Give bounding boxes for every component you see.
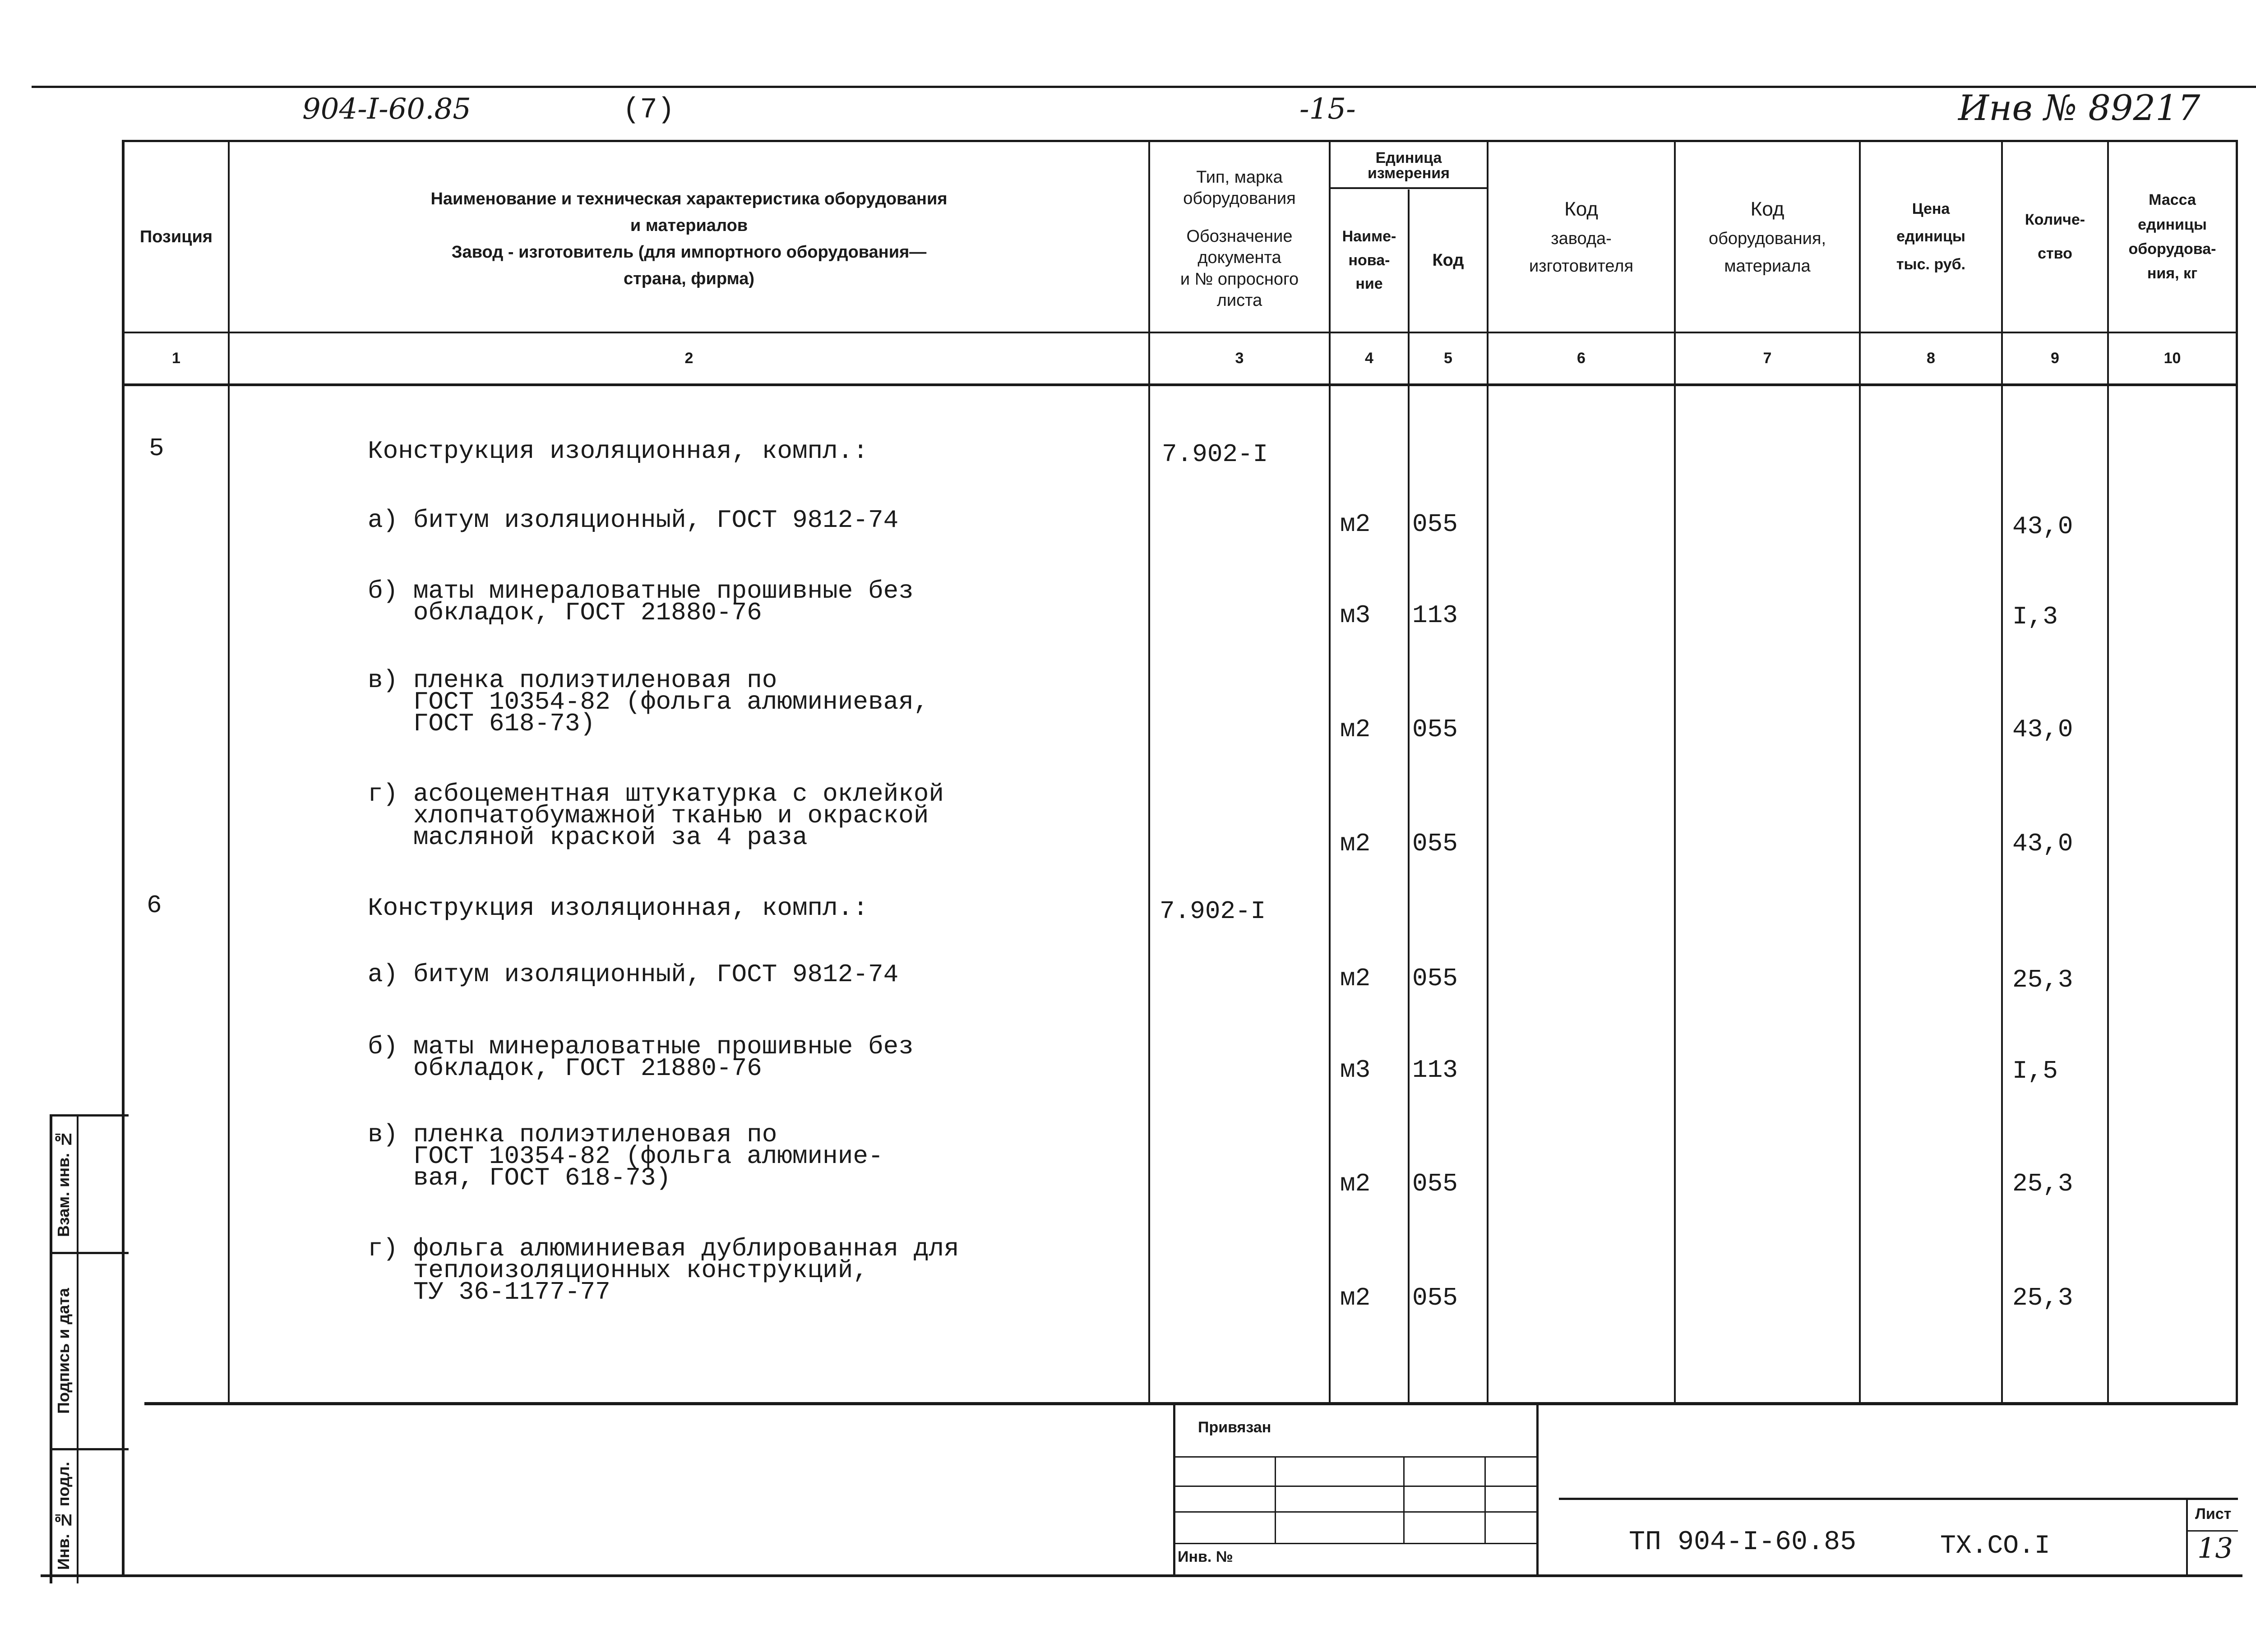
col-number: 1 <box>172 350 180 367</box>
table-right-border <box>2236 140 2238 1403</box>
unit-cell: м2 <box>1340 829 1371 858</box>
header-plant-line: Код <box>1564 198 1598 220</box>
replacement-inventory-field: Взам. инв. № <box>54 1130 73 1237</box>
header-type <box>1150 153 1329 325</box>
header-unit-code: Код <box>1432 250 1464 270</box>
header-type-line: и № опросного <box>1180 269 1299 289</box>
header-price-line: Цена <box>1912 200 1950 218</box>
set-code: ТХ.СО.I <box>1940 1532 2050 1561</box>
code-cell: 055 <box>1412 1169 1458 1198</box>
item-line: а) битум изоляционный, ГОСТ 9812-74 <box>368 960 899 989</box>
stamp-row-rule <box>1175 1543 1536 1544</box>
signature-date-field: Подпись и дата <box>54 1288 73 1414</box>
header-mass-line: оборудова- <box>2128 240 2216 258</box>
stamp-right-border <box>1536 1405 1539 1574</box>
unit-cell: м3 <box>1340 1056 1371 1084</box>
side-stamp-rule <box>50 1252 129 1254</box>
header-position: Позиция <box>139 227 213 246</box>
item-line: а) битум изоляционный, ГОСТ 9812-74 <box>368 506 899 535</box>
quantity-cell: 25,3 <box>2012 965 2073 994</box>
quantity-cell: I,5 <box>2012 1057 2058 1085</box>
quantity-cell: 25,3 <box>2012 1169 2073 1198</box>
quantity-cell: I,3 <box>2012 602 2058 631</box>
header-mass-line: ния, кг <box>2147 265 2198 282</box>
stamp-col-rule <box>1275 1456 1276 1543</box>
header-unit-name-line: ние <box>1355 275 1383 293</box>
side-stamp-rule <box>50 1114 129 1117</box>
header-type-line: оборудования <box>1183 189 1296 208</box>
position-number: 6 <box>147 891 162 920</box>
header-unit-line: измерения <box>1368 164 1450 182</box>
col-number: 6 <box>1577 350 1586 367</box>
side-stamp-divider <box>77 1114 79 1583</box>
unit-cell: м2 <box>1340 715 1371 744</box>
unit-cell: м2 <box>1340 510 1371 539</box>
unit-cell: м2 <box>1340 1169 1371 1198</box>
header-equipment-line: материала <box>1724 257 1811 276</box>
col-number: 8 <box>1927 350 1935 367</box>
item-title: Конструкция изоляционная, компл.: <box>368 437 868 466</box>
item-line: хлопчатобумажной тканью и окраской <box>368 801 929 830</box>
item-line: ГОСТ 618-73) <box>368 709 596 738</box>
code-cell: 113 <box>1412 601 1458 630</box>
item-line: обкладок, ГОСТ 21880-76 <box>368 1054 762 1083</box>
code-cell: 055 <box>1412 1283 1458 1312</box>
header-plant-code <box>1489 142 1674 332</box>
document-designation-cell: 7.902-I <box>1160 897 1266 926</box>
item-line: ТУ 36-1177-77 <box>368 1278 610 1306</box>
col-number: 10 <box>2164 350 2181 367</box>
stamp-left-border <box>1173 1405 1175 1574</box>
stamp-row-rule <box>1175 1486 1536 1487</box>
header-type-line: Тип, марка <box>1196 167 1283 187</box>
header-unit-line: Единица <box>1375 149 1442 166</box>
header-mass-line: Масса <box>2149 191 2196 209</box>
item-line: в) пленка полиэтиленовая по <box>368 1120 777 1149</box>
header-unit-name-line: Наиме- <box>1342 227 1396 245</box>
header-equipment-code <box>1676 142 1859 332</box>
header-unit-name-line: нова- <box>1348 251 1390 269</box>
privyazan-label: Привязан <box>1198 1419 1271 1436</box>
unit-cell: м2 <box>1340 1283 1371 1312</box>
quantity-cell: 25,3 <box>2012 1283 2073 1312</box>
header-unit-group <box>1331 143 1487 187</box>
header-price-line: тыс. руб. <box>1896 255 1966 273</box>
stamp-row-rule <box>1175 1511 1536 1513</box>
header-type-line: листа <box>1216 291 1262 310</box>
unit-cell: м2 <box>1340 964 1371 993</box>
original-inventory-field: Инв. № подл. <box>54 1462 73 1570</box>
item-line: в) пленка полиэтиленовая по <box>368 666 777 695</box>
item-line: г) асбоцементная штукатурка с оклейкой <box>368 780 944 808</box>
item-line: вая, ГОСТ 618-73) <box>368 1163 671 1192</box>
quantity-cell: 43,0 <box>2012 512 2073 541</box>
header-quantity <box>2003 142 2107 332</box>
col-number: 7 <box>1763 350 1772 367</box>
drawing-code: ТП 904-I-60.85 <box>1629 1527 1857 1558</box>
page-number: -15- <box>1299 92 1356 126</box>
code-cell: 055 <box>1412 964 1458 993</box>
item-line: б) маты минераловатные прошивные без <box>368 1032 914 1061</box>
unit-cell: м3 <box>1340 601 1371 630</box>
item-line: г) фольга алюминиевая дублированная для <box>368 1234 959 1263</box>
header-name-line: и материалов <box>630 216 748 235</box>
header-unit-name <box>1331 189 1408 332</box>
inventory-number: Инв № 89217 <box>1958 88 2201 129</box>
header-plant-line: завода- <box>1551 229 1612 249</box>
part-number: (7) <box>623 94 675 126</box>
side-stamp-rule <box>50 1448 129 1450</box>
item-line: б) маты минераловатные прошивные без <box>368 577 914 605</box>
position-number: 5 <box>149 434 164 463</box>
item-line: обкладок, ГОСТ 21880-76 <box>368 598 762 627</box>
inventory-label: Инв. № <box>1178 1548 1233 1565</box>
footer-top-rule <box>144 1402 2238 1405</box>
document-designation-cell: 7.902-I <box>1162 440 1268 469</box>
side-stamp-left <box>50 1114 52 1583</box>
sheet-box-border <box>2186 1498 2188 1577</box>
header-quantity-line: Количе- <box>2025 211 2085 229</box>
code-cell: 055 <box>1412 510 1458 539</box>
header-mass <box>2109 142 2236 332</box>
stamp-col-rule <box>1403 1456 1405 1543</box>
col-number: 5 <box>1444 350 1452 367</box>
header-quantity-line: ство <box>2038 245 2072 262</box>
header-type-line: Обозначение <box>1186 226 1293 246</box>
header-name-line: страна, фирма) <box>623 269 754 288</box>
col-number: 3 <box>1235 350 1244 367</box>
code-cell: 055 <box>1412 715 1458 744</box>
item-line: ГОСТ 10354-82 (фольга алюминие- <box>368 1142 883 1171</box>
quantity-cell: 43,0 <box>2012 829 2073 858</box>
col-number: 4 <box>1365 350 1373 367</box>
code-cell: 113 <box>1412 1056 1458 1084</box>
sheet-number: 13 <box>2197 1532 2233 1564</box>
col-number: 9 <box>2051 350 2059 367</box>
header-name <box>230 153 1148 325</box>
code-cell: 055 <box>1412 829 1458 858</box>
header-equipment-line: оборудования, <box>1708 229 1826 249</box>
item-title: Конструкция изоляционная, компл.: <box>368 894 868 923</box>
document-designation: 904-I-60.85 <box>302 92 471 126</box>
quantity-cell: 43,0 <box>2012 715 2073 744</box>
header-equipment-line: Код <box>1750 198 1784 220</box>
top-rule <box>32 86 2256 88</box>
header-price-line: единицы <box>1896 228 1965 245</box>
stamp-col-rule <box>1484 1456 1486 1543</box>
header-name-line: Завод - изготовитель (для импортного оборудования— <box>451 243 927 262</box>
item-line: теплоизоляционных конструкций, <box>368 1256 868 1285</box>
item-line: масляной краской за 4 раза <box>368 823 808 852</box>
header-name-line: Наименование и техническая характеристика оборудования <box>430 189 948 209</box>
sheet-label: Лист <box>2195 1505 2232 1523</box>
page-bottom-rule <box>41 1574 2242 1577</box>
header-plant-line: изготовителя <box>1529 257 1634 276</box>
item-line: ГОСТ 10354-82 (фольга алюминиевая, <box>368 688 929 716</box>
header-mass-line: единицы <box>2138 216 2207 233</box>
col-number: 2 <box>684 350 693 367</box>
header-type-line: документа <box>1197 248 1281 267</box>
code-block-rule <box>1559 1498 2238 1500</box>
numbers-bottom-rule <box>122 383 2238 386</box>
stamp-row-rule <box>1175 1456 1536 1458</box>
header-price <box>1861 142 2001 332</box>
